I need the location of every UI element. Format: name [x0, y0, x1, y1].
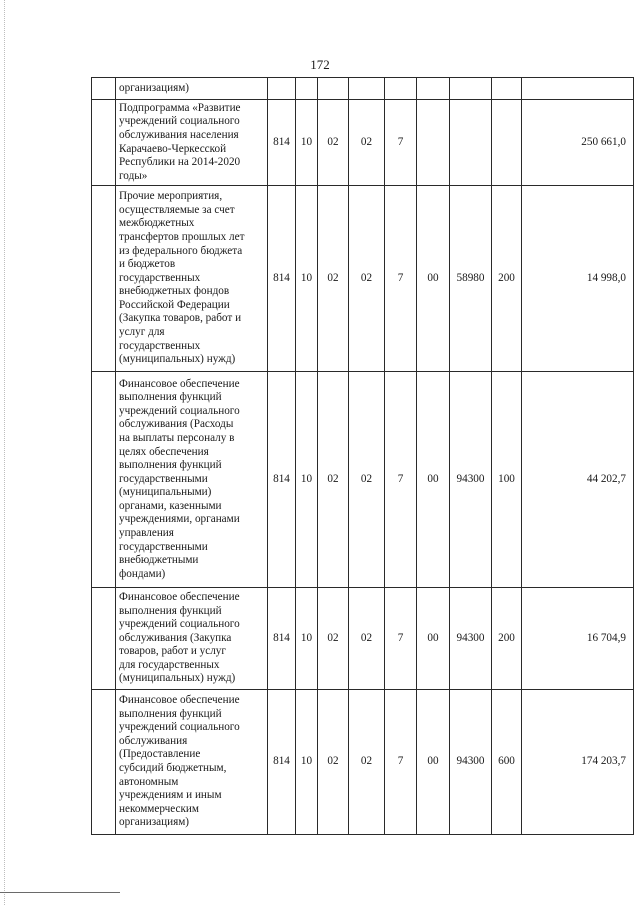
expense-code-cell: 58980	[450, 186, 492, 372]
description-cell: Подпрограмма «Развитие учреждений социального обслуживания населения Карачаево-Черкесской Республики на 2014-2020 годы»	[116, 100, 268, 186]
gp-code-cell: 814	[268, 372, 296, 588]
scan-edge-line	[4, 0, 5, 905]
description-cell: Прочие мероприятия, осуществляемые за счет межбюджетных трансфертов прошлых лет из федерального бюджета и бюджетов государственных внебюджетных фондов Российской Федерации (Закупка товаров, работ и услуг для государственных (муниципальных) нужд)	[116, 186, 268, 372]
program-code-cell: 02	[349, 372, 385, 588]
description-cell: Финансовое обеспечение выполнения функций учреждений социального обслуживания (Закупка товаров, работ и услуг для государственных (муниципальных) нужд)	[116, 588, 268, 690]
program-code-cell	[349, 78, 385, 100]
direction-code-cell: 00	[417, 690, 450, 835]
subprogram-code-cell: 7	[385, 186, 417, 372]
amount-cell: 250 661,0	[522, 100, 634, 186]
kind-code-cell: 600	[492, 690, 522, 835]
table-row	[92, 100, 634, 186]
subsection-code-cell	[318, 78, 349, 100]
table-row	[92, 186, 634, 372]
table-row	[92, 372, 634, 588]
direction-code-cell: 00	[417, 588, 450, 690]
section-code-cell: 10	[296, 690, 318, 835]
gp-code-cell: 814	[268, 186, 296, 372]
direction-code-cell	[417, 78, 450, 100]
direction-code-cell	[417, 100, 450, 186]
expense-code-cell: 94300	[450, 588, 492, 690]
amount-cell: 14 998,0	[522, 186, 634, 372]
expense-code-cell	[450, 78, 492, 100]
subsection-code-cell: 02	[318, 588, 349, 690]
section-code-cell: 10	[296, 186, 318, 372]
subprogram-code-cell: 7	[385, 100, 417, 186]
gp-code-cell	[268, 78, 296, 100]
subprogram-code-cell: 7	[385, 372, 417, 588]
program-code-cell: 02	[349, 588, 385, 690]
budget-table-body	[92, 78, 634, 835]
direction-code-cell: 00	[417, 372, 450, 588]
program-code-cell: 02	[349, 186, 385, 372]
direction-code-cell: 00	[417, 186, 450, 372]
subsection-code-cell: 02	[318, 690, 349, 835]
subsection-code-cell: 02	[318, 186, 349, 372]
section-code-cell: 10	[296, 100, 318, 186]
subprogram-code-cell: 7	[385, 690, 417, 835]
subprogram-code-cell: 7	[385, 588, 417, 690]
kind-code-cell: 100	[492, 372, 522, 588]
subprogram-code-cell	[385, 78, 417, 100]
amount-cell: 174 203,7	[522, 690, 634, 835]
section-code-cell: 10	[296, 588, 318, 690]
row-number-cell	[92, 100, 116, 186]
row-number-cell	[92, 372, 116, 588]
program-code-cell: 02	[349, 100, 385, 186]
kind-code-cell	[492, 78, 522, 100]
section-code-cell: 10	[296, 372, 318, 588]
expense-code-cell	[450, 100, 492, 186]
amount-cell: 44 202,7	[522, 372, 634, 588]
footer-rule	[0, 892, 120, 893]
row-number-cell	[92, 186, 116, 372]
row-number-cell	[92, 78, 116, 100]
amount-cell: 16 704,9	[522, 588, 634, 690]
gp-code-cell: 814	[268, 100, 296, 186]
budget-table	[91, 77, 634, 835]
description-cell: Финансовое обеспечение выполнения функций учреждений социального обслуживания (Предоставление субсидий бюджетным, автономным учреждениям и иным некоммерческим организациям)	[116, 690, 268, 835]
table-row	[92, 588, 634, 690]
section-code-cell	[296, 78, 318, 100]
expense-code-cell: 94300	[450, 690, 492, 835]
row-number-cell	[92, 690, 116, 835]
description-cell: Финансовое обеспечение выполнения функций учреждений социального обслуживания (Расходы на выплаты персоналу в целях обеспечения выполнения функций государственными (муниципальными) органами, казенными учреждениями, органами управления государственными внебюджетными фондами)	[116, 372, 268, 588]
amount-cell	[522, 78, 634, 100]
kind-code-cell	[492, 100, 522, 186]
table-row	[92, 690, 634, 835]
program-code-cell: 02	[349, 690, 385, 835]
page-number: 172	[310, 57, 330, 72]
description-cell: организациям)	[116, 78, 268, 100]
table-row	[92, 78, 634, 100]
gp-code-cell: 814	[268, 690, 296, 835]
expense-code-cell: 94300	[450, 372, 492, 588]
row-number-cell	[92, 588, 116, 690]
subsection-code-cell: 02	[318, 100, 349, 186]
kind-code-cell: 200	[492, 186, 522, 372]
gp-code-cell: 814	[268, 588, 296, 690]
kind-code-cell: 200	[492, 588, 522, 690]
subsection-code-cell: 02	[318, 372, 349, 588]
